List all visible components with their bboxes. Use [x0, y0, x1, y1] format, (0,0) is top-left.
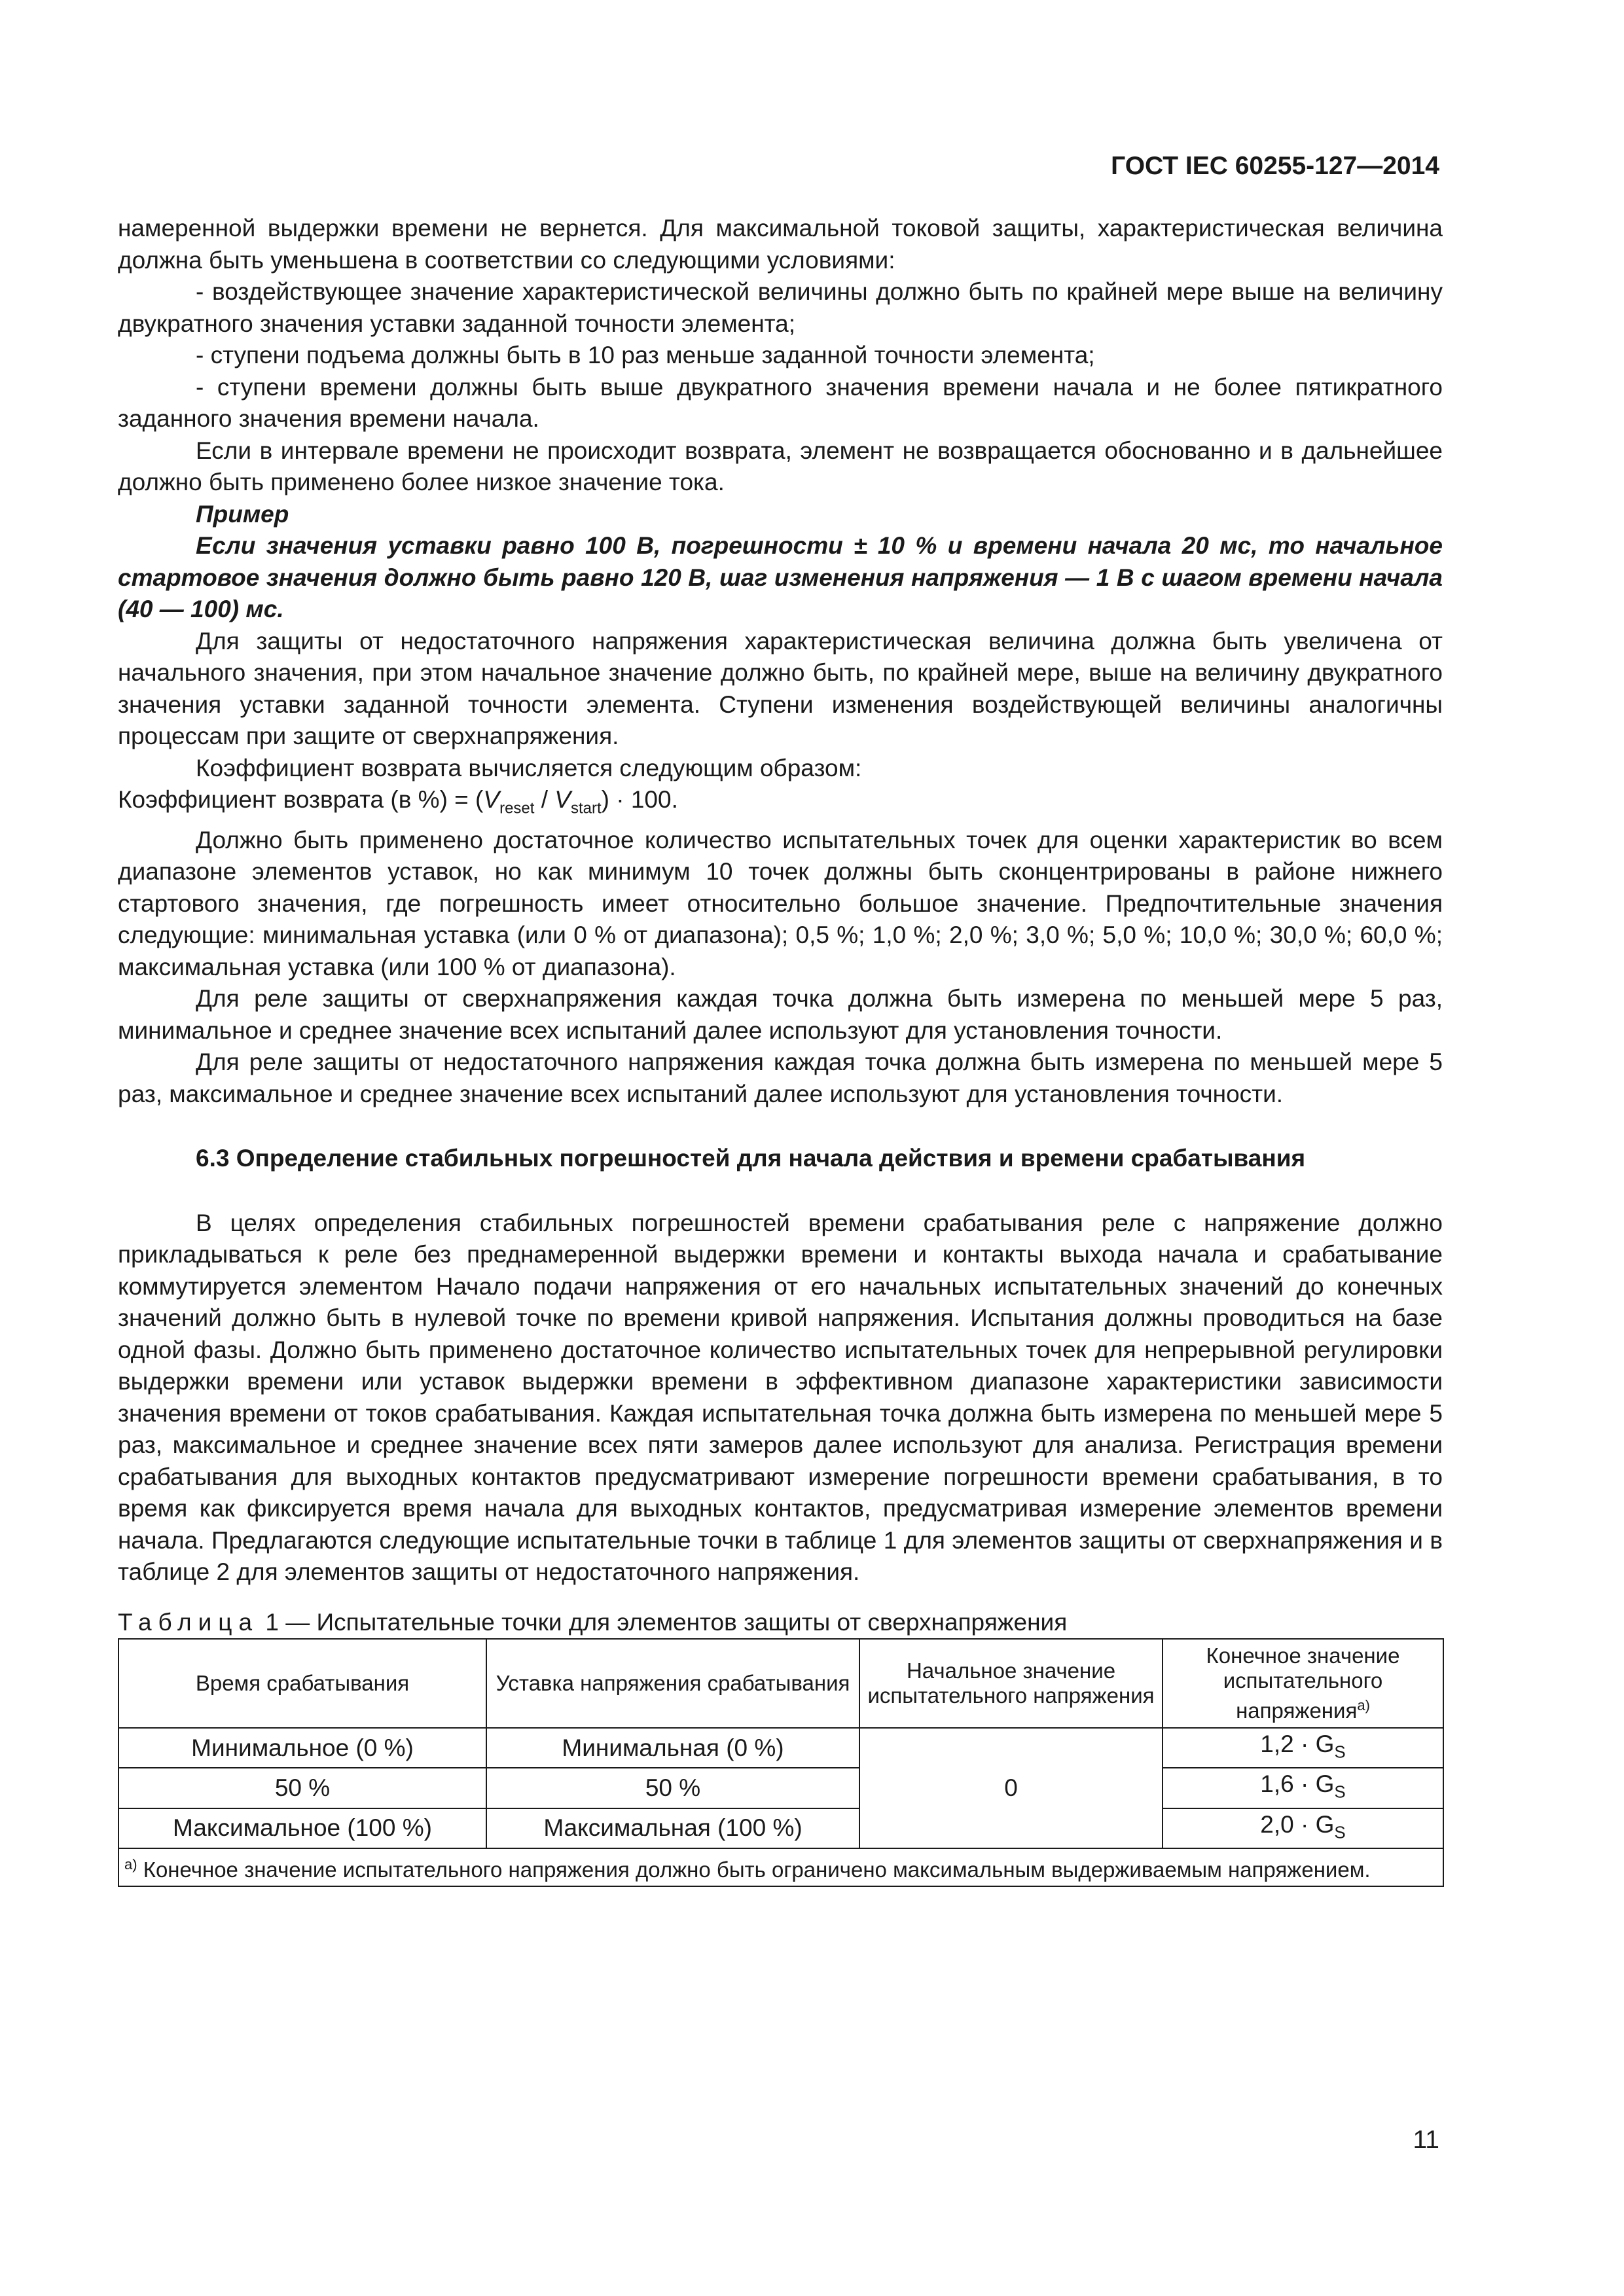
paragraph: намеренной выдержки времени не вернется. Для максимальной токовой защиты, характеристическая величина должна быть уменьшена в соответствии со следующими условиями: [118, 215, 1443, 274]
test-points-table [118, 1638, 1444, 1887]
list-item: - ступени подъема должны быть в 10 раз меньше заданной точности элемента; [196, 342, 1095, 368]
table-header-row [118, 1639, 1443, 1728]
example-label: Пример [196, 500, 289, 528]
table-row [118, 1808, 1443, 1848]
table-row [118, 1768, 1443, 1808]
table-note: $^{a)}$ Конечное значение испытательного напряжения должно быть ограничено максимальным выдерживаемым напряжением. [118, 1848, 1443, 1886]
cell-time: Минимальное (0 %) [118, 1728, 486, 1768]
header-setting: Уставка напряжения срабатывания [486, 1639, 859, 1728]
section-title: 6.3 Определение стабильных погрешностей для начала действия и времени срабатывания [196, 1145, 1306, 1172]
page-content [118, 213, 1443, 1887]
cell-setting: Минимальная (0 %) [486, 1728, 859, 1768]
list-item: - воздействующее значение характеристической величины должно быть по крайней мере выше на величину двукратного значения уставки заданной точности элемента; [118, 278, 1443, 337]
example-text: Если значения уставки равно 100 В, погрешности ± 10 % и времени начала 20 мс, то начальное стартовое значения должно быть равно 120 В, шаг изменения напряжения — 1 В с шагом времени начала (40 — 100) мс. [118, 532, 1443, 622]
list-item: - ступени времени должны быть выше двукратного значения времени начала и не более пятикратного заданного значения времени начала. [118, 373, 1443, 432]
page-number: 11 [1413, 2126, 1439, 2154]
table-note-row [118, 1848, 1443, 1886]
document-header: ГОСТ IEC 60255-127—2014 [1111, 152, 1439, 180]
cell-final: $2,0 \cdot G_S$ [1163, 1808, 1443, 1848]
cell-time: Максимальное (100 %) [118, 1808, 486, 1848]
paragraph: Для реле защиты от недостаточного напряжения каждая точка должна быть измерена по меньшей мере 5 раз, максимальное и среднее значение всех испытаний далее используют для установления точности. [118, 1049, 1443, 1107]
table-row [118, 1728, 1443, 1768]
formula: Коэффициент возврата (в %) = $(V_{reset} / V_{start}) \cdot 100$. [118, 786, 678, 817]
paragraph: Коэффициент возврата вычисляется следующим образом: [196, 754, 862, 781]
table-caption: Таблица 1 — Испытательные точки для элементов защиты от сверхнапряжения [118, 1608, 1068, 1636]
cell-setting: Максимальная (100 %) [486, 1808, 859, 1848]
cell-initial: 0 [859, 1728, 1163, 1848]
cell-final: $1,6 \cdot G_S$ [1163, 1768, 1443, 1808]
cell-final: $1,2 \cdot G_S$ [1163, 1728, 1443, 1768]
header-initial: Начальное значение испытательного напряжения [859, 1639, 1163, 1728]
header-time: Время срабатывания [118, 1639, 486, 1728]
cell-time: 50 % [118, 1768, 486, 1808]
header-final: Конечное значение испытательного напряжения$^{a)}$ [1163, 1639, 1443, 1728]
cell-setting: 50 % [486, 1768, 859, 1808]
paragraph: Если в интервале времени не происходит возврата, элемент не возвращается обоснованно и в дальнейшее должно быть применено более низкое значение тока. [118, 437, 1443, 495]
paragraph: Должно быть применено достаточное количество испытательных точек для оценки характеристик во всем диапазоне элементов уставок, но как минимум 10 точек должны быть сконцентрированы в районе нижнего стартового значения, где погрешность имеет относительно большое значение. Предпочтительные значения следующие: минимальная уставка (или 0 % от диапазона); 0,5 %; 1,0 %; 2,0 %; 3,0 %; 5,0 %; 10,0 %; 30,0 %; 60,0 %; максимальная уставка (или 100 % от диапазона). [118, 826, 1443, 980]
paragraph: Для защиты от недостаточного напряжения характеристическая величина должна быть увеличена от начального значения, при этом начальное значение должно быть, по крайней мере, выше на величину двукратного значения уставки заданной точности элемента. Ступени изменения воздействующей величины аналогичны процессам при защите от сверхнапряжения. [118, 627, 1443, 749]
paragraph: Для реле защиты от сверхнапряжения каждая точка должна быть измерена по меньшей мере 5 раз, минимальное и среднее значение всех испытаний далее используют для установления точности. [118, 985, 1443, 1044]
paragraph: В целях определения стабильных погрешностей времени срабатывания реле с напряжение должно прикладываться к реле без преднамеренной выдержки времени и контакты выхода начала и срабатывание коммутируется элементом Начало подачи напряжения от его начальных испытательных значений до конечных значений должно быть в нулевой точке по времени кривой напряжения. Испытания должны проводиться на базе одной фазы. Должно быть применено достаточное количество испытательных точек для непрерывной регулировки выдержки времени или уставок выдержки времени в эффективном диапазоне характеристики зависимости значения времени от токов срабатывания. Каждая испытательная точка должна быть измерена по меньшей мере 5 раз, максимальное и среднее значение всех пяти замеров далее используют для анализа. Регистрация времени срабатывания для выходных контактов предусматривают измерение погрешности времени срабатывания, в то время как фиксируется время начала для выходных контактов, предусматривая измерение элементов времени начала. Предлагаются следующие испытательные точки в таблице 1 для элементов защиты от сверхнапряжения и в таблице 2 для элементов защиты от недостаточного напряжения. [118, 1209, 1443, 1586]
